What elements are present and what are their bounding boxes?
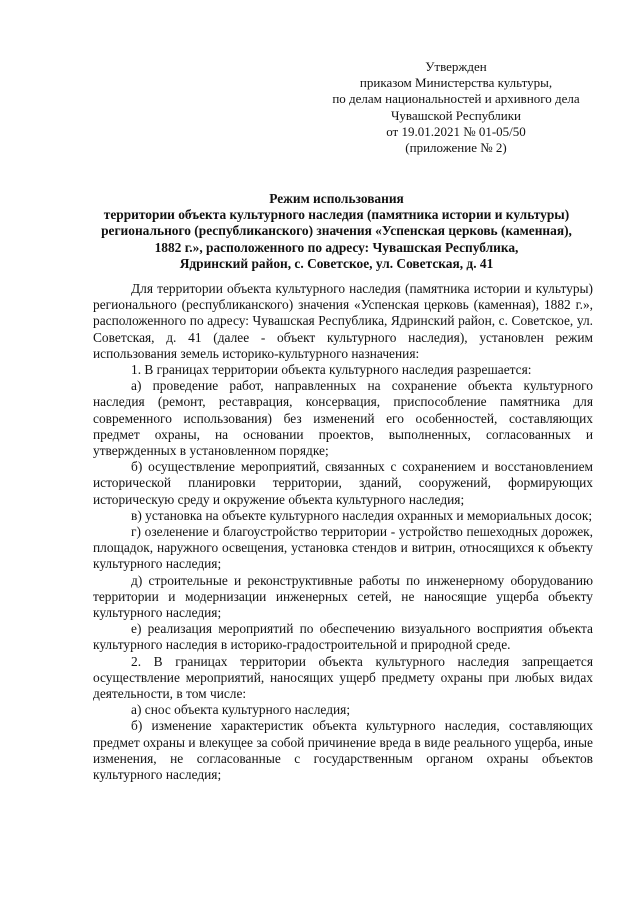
document-title [84,191,589,272]
title-line: регионального (республиканского) значения «Успенская церковь (каменная), [101,223,572,239]
title-line: 1882 г.», расположенного по адресу: Чувашская Республика, [154,239,519,255]
title-line: Режим использования [269,191,404,206]
intro-paragraph: Для территории объекта культурного наследия (памятника истории и культуры) регионального (республиканского) значения «Успенская церковь (каменная), 1882 г.», расположенного по адресу: Чувашская Республика, Ядринский район, с. Советское, ул. Советская, д. 41 (далее - объект культурного наследия), установлен режим использования земель историко-культурного назначения: [93,281,593,361]
section-1-heading: 1. В границах территории объекта культурного наследия разрешается: [131,362,532,378]
section-2-item-a: а) снос объекта культурного наследия; [131,702,351,718]
title-line: Ядринский район, с. Советское, ул. Советская, д. 41 [179,255,494,271]
section-1-item-c: в) установка на объекте культурного наследия охранных и мемориальных досок; [131,507,593,523]
section-2-item-b: б) изменение характеристик объекта культурного наследия, составляющих предмет охраны и влекущее за собой причинение вреда в виде реального ущерба, иные изменения, не согласованные с государственным органом охраны объектов культурного наследия; [93,718,593,783]
section-1-item-e: д) строительные и реконструктивные работы по инженерному оборудованию территории и модернизации инженерных сетей, не наносящие ущерба объекту культурного наследия; [93,572,593,621]
approval-line: от 19.01.2021 № 01-05/50 [386,123,526,139]
document-body [93,281,593,783]
approval-block [320,59,592,156]
section-1-item-d: г) озеленение и благоустройство территории - устройство пешеходных дорожек, площадок, наружного освещения, установка стендов и витрин, относящихся к объекту культурного наследия; [93,524,593,572]
approval-line: приказом Министерства культуры, [359,75,553,91]
section-1-item-b: б) осуществление мероприятий, связанных с сохранением и восстановлением исторической планировки территории, зданий, сооружений, формирующих историческую среду и окружение объекта культурного наследия; [93,459,593,507]
section-1-item-a: а) проведение работ, направленных на сохранение объекта культурного наследия (ремонт, реставрация, консервация, приспособление памятника для современного использования) без изменений его особенностей, составляющих предмет охраны, на основании проектов, выполненных, согласованных и утвержденных в установленном порядке; [93,378,593,459]
approval-line: Утвержден [425,59,487,74]
section-2-heading: 2. В границах территории объекта культурного наследия запрещается осуществление мероприятий, наносящих ущерб предмету охраны при любых видах деятельности, в том числе: [93,653,593,702]
title-line: территории объекта культурного наследия (памятника истории и культуры) [103,207,570,223]
approval-line: Чувашской Республики [390,107,522,123]
approval-line: (приложение № 2) [405,140,507,156]
section-1-item-f: е) реализация мероприятий по обеспечению визуального восприятия объекта культурного наследия в историко-градостроительной и природной среде. [93,621,593,653]
approval-line: по делам национальностей и архивного дела [332,91,580,107]
